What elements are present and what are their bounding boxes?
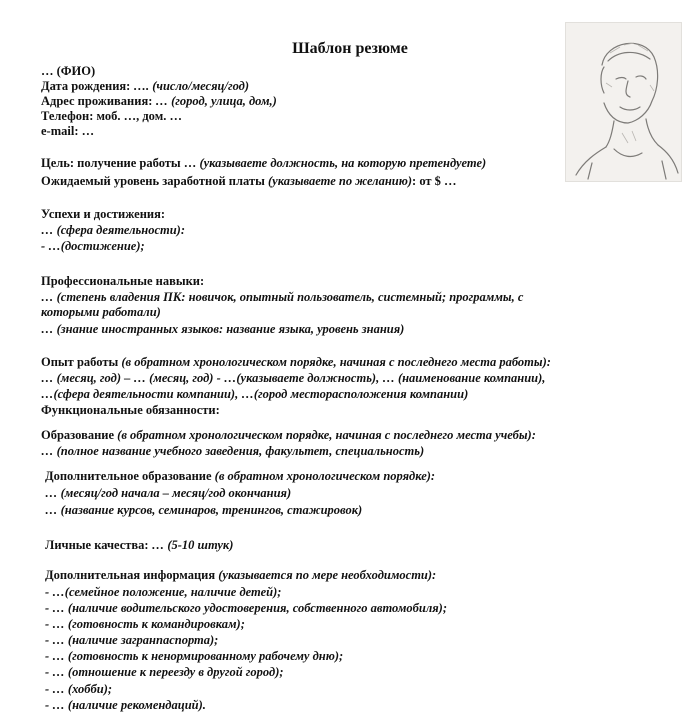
additional-info-line xyxy=(45,568,436,583)
email-line: e-mail: … xyxy=(41,124,95,138)
salary-tail: : от $ … xyxy=(412,174,457,188)
education-label: Образование xyxy=(41,428,118,442)
additional-info-item: - … (отношение к переезду в другой город); xyxy=(45,665,284,679)
education-entry-line: … (полное название учебного заведения, факультет, специальность) xyxy=(41,444,425,458)
personal-qualities-label: Личные качества: xyxy=(45,538,152,552)
education-line xyxy=(41,428,536,443)
address-value: … (город, улица, дом,) xyxy=(152,94,277,108)
skills-line: … (знание иностранных языков: название языка, уровень знания) xyxy=(41,322,405,336)
achievements-line: … (сфера деятельности): xyxy=(41,223,185,237)
additional-education-line xyxy=(45,469,435,484)
additional-education-label: Дополнительное образование xyxy=(45,469,215,483)
additional-info-item: - … (наличие рекомендаций). xyxy=(45,698,206,712)
goal-line xyxy=(41,156,486,171)
additional-info-item: - … (готовность к командировкам); xyxy=(45,617,245,631)
skills-line: … (степень владения ПК: новичок, опытный пользователь, системный; программы, с xyxy=(41,290,524,304)
additional-info-item: - …(семейное положение, наличие детей); xyxy=(45,585,282,599)
personal-qualities-line xyxy=(45,538,233,553)
additional-info-item: - … (готовность к ненормированному рабочему дню); xyxy=(45,649,344,663)
birth-date-value: …. (число/месяц/год) xyxy=(130,79,250,93)
experience-line xyxy=(41,355,551,370)
salary-line xyxy=(41,174,457,189)
address-label: Адрес проживания: xyxy=(41,94,153,108)
skills-heading: Профессиональные навыки: xyxy=(41,274,205,288)
additional-info-item: - … (наличие водительского удостоверения, собственного автомобиля); xyxy=(45,601,448,615)
achievements-heading: Успехи и достижения: xyxy=(41,207,166,221)
goal-hint: (указываете должность, на которую претендуете) xyxy=(199,156,487,170)
additional-info-hint: (указывается по мере необходимости): xyxy=(218,568,437,582)
address-line xyxy=(41,94,277,109)
fio-line: … (ФИО) xyxy=(41,64,96,78)
salary-hint: (указываете по желанию) xyxy=(267,174,413,188)
phone-line: Телефон: моб. …, дом. … xyxy=(41,109,182,123)
birth-date-label: Дата рождения: xyxy=(41,79,131,93)
page-title: Шаблон резюме xyxy=(292,40,408,57)
skills-line: которыми работали) xyxy=(41,305,161,319)
additional-education-entry: … (название курсов, семинаров, тренингов, стажировок) xyxy=(45,503,363,517)
goal-label: Цель: получение работы … xyxy=(41,156,200,170)
experience-label: Опыт работы xyxy=(41,355,122,369)
additional-info-label: Дополнительная информация xyxy=(45,568,219,582)
experience-hint: (в обратном хронологическом порядке, начиная с последнего места работы): xyxy=(121,355,551,369)
additional-info-item: - … (хобби); xyxy=(45,682,113,696)
birth-date-line xyxy=(41,79,249,94)
education-hint: (в обратном хронологическом порядке, начиная с последнего места учебы): xyxy=(117,428,536,442)
additional-education-entry: … (месяц/год начала – месяц/год окончания) xyxy=(45,486,292,500)
personal-qualities-value: … (5-10 штук) xyxy=(151,538,234,552)
portrait-photo xyxy=(565,22,682,182)
salary-label: Ожидаемый уровень заработной платы xyxy=(41,174,268,188)
additional-info-item: - … (наличие загранпаспорта); xyxy=(45,633,219,647)
duties-heading: Функциональные обязанности: xyxy=(41,403,220,417)
additional-education-hint: (в обратном хронологическом порядке): xyxy=(214,469,436,483)
achievements-line: - …(достижение); xyxy=(41,239,145,253)
experience-entry-line: …(сфера деятельности компании), …(город месторасположения компании) xyxy=(41,387,469,401)
portrait-sketch-icon xyxy=(566,23,681,181)
experience-entry-line: … (месяц, год) – … (месяц, год) - …(указываете должность), … (наименование компании), xyxy=(41,371,546,385)
